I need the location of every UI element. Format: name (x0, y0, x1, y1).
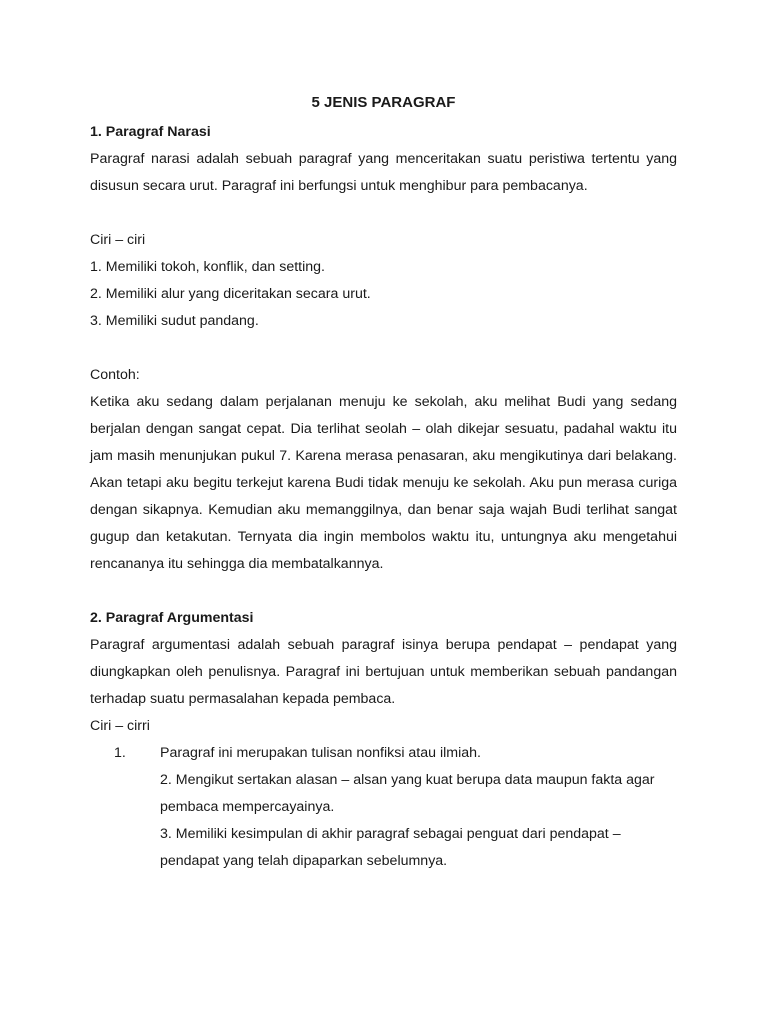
spacer (90, 335, 677, 362)
spacer (90, 200, 677, 227)
section-heading-argumentasi: 2. Paragraf Argumentasi (90, 610, 254, 626)
argumentasi-ciri-item-3: 3. Memiliki kesimpulan di akhir paragraf sebagai penguat dari pendapat – pendapat yang telah dipaparkan sebelumnya. (160, 826, 621, 869)
narasi-ciri-item-3: 3. Memiliki sudut pandang. (90, 313, 259, 329)
document-page (90, 92, 677, 875)
narasi-ciri-item-2: 2. Memiliki alur yang diceritakan secara urut. (90, 286, 371, 302)
narasi-contoh-label: Contoh: (90, 367, 140, 383)
list-number: 1. (114, 745, 126, 761)
section-narasi (90, 119, 677, 578)
argumentasi-ciri-label: Ciri – cirri (90, 718, 150, 734)
argumentasi-ciri-item-1 (90, 740, 677, 767)
list-item-text: Paragraf ini merupakan tulisan nonfiksi atau ilmiah. (160, 745, 481, 761)
section-heading-narasi: 1. Paragraf Narasi (90, 124, 211, 140)
narasi-ciri-item-1: 1. Memiliki tokoh, konflik, dan setting. (90, 259, 325, 275)
narasi-definition: Paragraf narasi adalah sebuah paragraf yang menceritakan suatu peristiwa tertentu yang disusun secara urut. Paragraf ini berfungsi untuk menghibur para pembacanya. (90, 151, 677, 194)
argumentasi-definition: Paragraf argumentasi adalah sebuah paragraf isinya berupa pendapat – pendapat yang diungkapkan oleh penulisnya. Paragraf ini bertujuan untuk memberikan sebuah pandangan terhadap suatu permasalahan kepada pembaca. (90, 637, 677, 707)
narasi-contoh-text: Ketika aku sedang dalam perjalanan menuju ke sekolah, aku melihat Budi yang sedang berjalan dengan sangat cepat. Dia terlihat seolah – olah dikejar sesuatu, padahal waktu itu jam masih menunjukan pukul 7. Karena merasa penasaran, aku mengikutinya dari belakang. Akan tetapi aku begitu terkejut karena Budi tidak menuju ke sekolah. Aku pun merasa curiga dengan sikapnya. Kemudian aku memanggilnya, dan benar saja wajah Budi terlihat sangat gugup dan ketakutan. Ternyata dia ingin membolos waktu itu, untungnya aku mengetahui rencananya itu sehingga dia membatalkannya. (90, 394, 677, 572)
argumentasi-ciri-item-2: 2. Mengikut sertakan alasan – alsan yang kuat berupa data maupun fakta agar pembaca mempercayainya. (160, 772, 655, 815)
document-title: 5 JENIS PARAGRAF (311, 94, 456, 111)
section-argumentasi (90, 605, 677, 875)
spacer (90, 578, 677, 605)
narasi-ciri-label: Ciri – ciri (90, 232, 146, 248)
